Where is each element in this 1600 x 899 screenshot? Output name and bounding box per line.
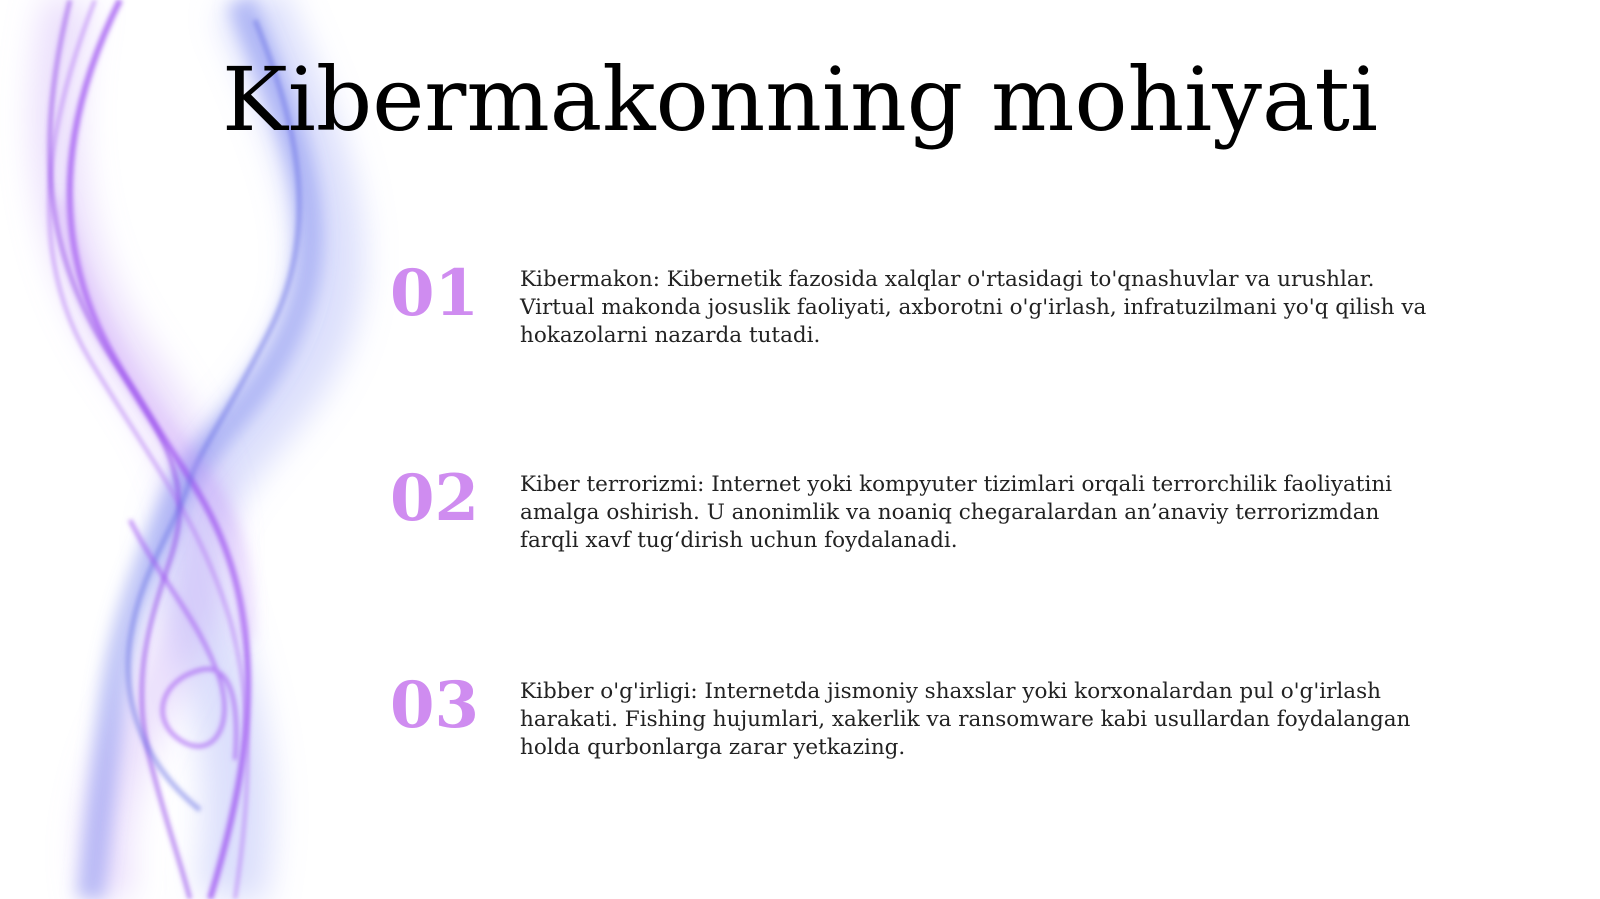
- item-text: Kiber terrorizmi: Internet yoki kompyuter tizimlari orqali terrorchilik faoliyatini amalga oshirish. U anonimlik va noaniq chegaralardan an’anaviy terrorizmdan farqli xavf tug‘dirish uchun foydalanadi.: [520, 472, 1393, 553]
- item-number: 03: [390, 668, 480, 743]
- list-item: [390, 668, 1450, 798]
- item-number: 01: [390, 256, 480, 331]
- list-item: [390, 256, 1450, 386]
- item-text: Kibermakon: Kibernetik fazosida xalqlar o'rtasidagi to'qnashuvlar va urushlar. Virtual makonda josuslik faoliyati, axborotni o'g'irlash, infratuzilmani yo'q qilish va hokazolarni nazarda tutadi.: [520, 267, 1427, 348]
- page-title: Kibermakonning mohiyati: [222, 48, 1378, 151]
- item-number: 02: [390, 461, 480, 536]
- list-item: [390, 461, 1450, 591]
- item-text: Kibber o'g'irligi: Internetda jismoniy shaxslar yoki korxonalardan pul o'g'irlash harakati. Fishing hujumlari, xakerlik va ransomware kabi usullardan foydalangan holda qurbonlarga zarar yetkazing.: [520, 679, 1411, 760]
